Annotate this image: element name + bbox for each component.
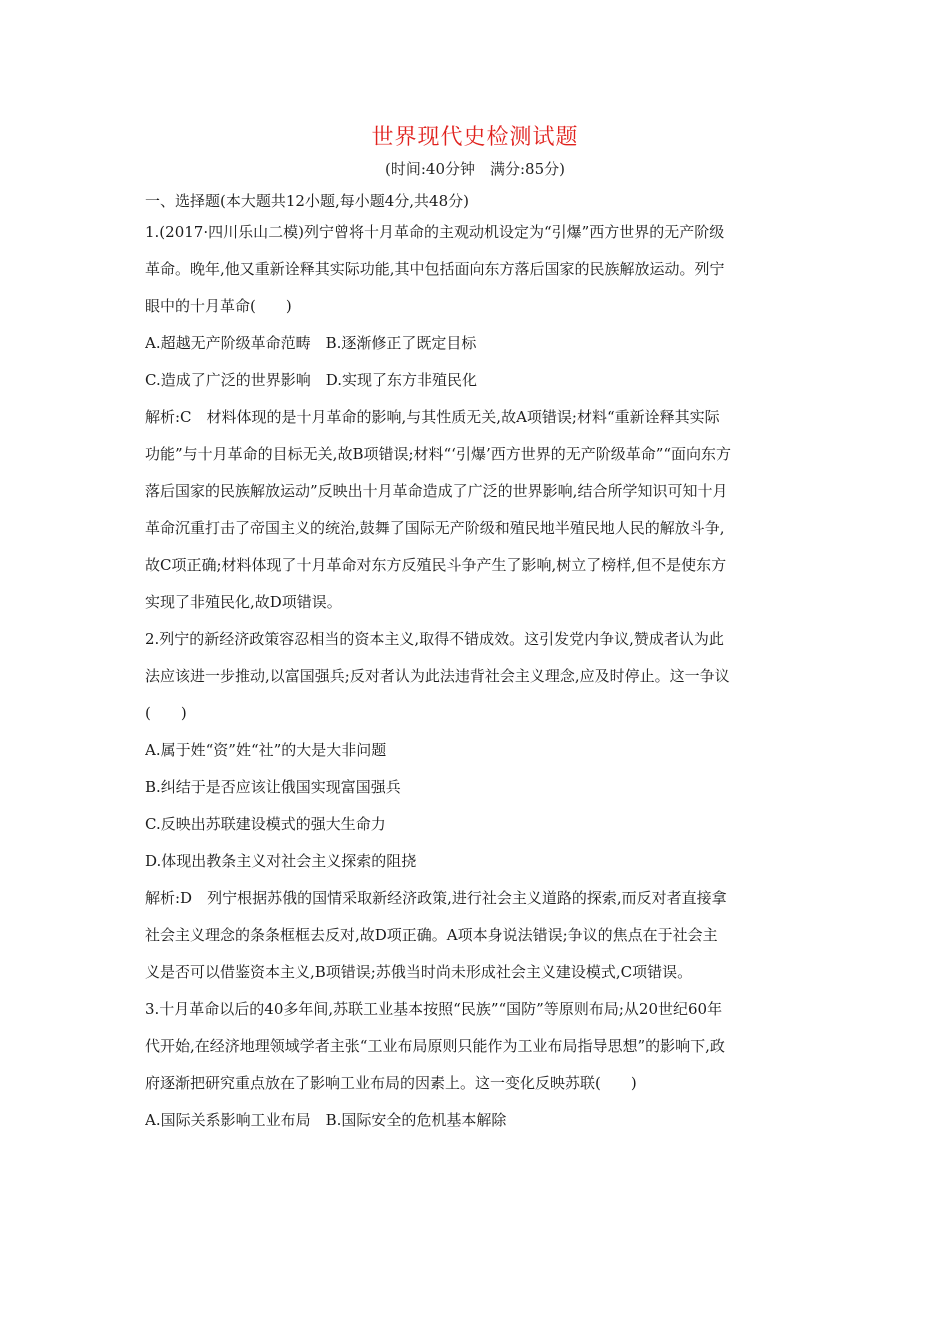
question-1-analysis-line: 解析:C 材料体现的是十月革命的影响,与其性质无关,故A项错误;材料“重新诠释其实际 <box>145 408 720 426</box>
question-1-options-cd: C.造成了广泛的世界影响 D.实现了东方非殖民化 <box>145 371 477 389</box>
question-2-option-a: A.属于姓“资”姓“社”的大是大非问题 <box>145 741 387 759</box>
question-1-analysis-line: 落后国家的民族解放运动”反映出十月革命造成了广泛的世界影响,结合所学知识可知十月 <box>145 482 728 500</box>
question-2-option-d: D.体现出教条主义对社会主义探索的阻挠 <box>145 852 417 870</box>
question-1-options-ab: A.超越无产阶级革命范畴 B.逐渐修正了既定目标 <box>145 334 477 352</box>
question-2-analysis-line: 解析:D 列宁根据苏俄的国情采取新经济政策,进行社会主义道路的探索,而反对者直接拿 <box>145 889 727 907</box>
question-1-stem-line: 眼中的十月革命( ) <box>145 297 292 315</box>
document-body <box>145 188 807 1139</box>
question-3-stem-line: 代开始,在经济地理领域学者主张“工业布局原则只能作为工业布局指导思想”的影响下,政 <box>145 1037 725 1055</box>
question-1 <box>145 214 807 621</box>
question-3-options-ab: A.国际关系影响工业布局 B.国际安全的危机基本解除 <box>145 1111 507 1129</box>
question-1-stem-line: 1.(2017·四川乐山二模)列宁曾将十月革命的主观动机设定为“引爆”西方世界的无产阶级 <box>145 223 725 241</box>
question-2-option-c: C.反映出苏联建设模式的强大生命力 <box>145 815 386 833</box>
question-2 <box>145 621 807 991</box>
exam-info: (时间:40分钟 满分:85分) <box>385 160 565 178</box>
question-2-analysis-line: 社会主义理念的条条框框去反对,故D项正确。A项本身说法错误;争议的焦点在于社会主 <box>145 926 718 944</box>
question-3-stem-line: 3.十月革命以后的40多年间,苏联工业基本按照“民族”“国防”等原则布局;从20世纪60年 <box>145 1000 723 1018</box>
question-3 <box>145 991 807 1139</box>
question-2-stem-line: 2.列宁的新经济政策容忍相当的资本主义,取得不错成效。这引发党内争议,赞成者认为此 <box>145 630 724 648</box>
question-3-stem-line: 府逐渐把研究重点放在了影响工业布局的因素上。这一变化反映苏联( ) <box>145 1074 637 1092</box>
question-2-stem-line: 法应该进一步推动,以富国强兵;反对者认为此法违背社会主义理念,应及时停止。这一争议 <box>145 667 730 685</box>
question-1-stem-line: 革命。晚年,他又重新诠释其实际功能,其中包括面向东方落后国家的民族解放运动。列宁 <box>145 260 725 278</box>
question-1-analysis-line: 实现了非殖民化,故D项错误。 <box>145 593 342 611</box>
question-1-analysis-line: 故C项正确;材料体现了十月革命对东方反殖民斗争产生了影响,树立了榜样,但不是使东方 <box>145 556 727 574</box>
section-heading: 一、选择题(本大题共12小题,每小题4分,共48分) <box>145 192 469 210</box>
question-1-analysis-line: 革命沉重打击了帝国主义的统治,鼓舞了国际无产阶级和殖民地半殖民地人民的解放斗争, <box>145 519 725 537</box>
question-1-analysis-line: 功能”与十月革命的目标无关,故B项错误;材料“‘引爆’西方世界的无产阶级革命”“面向东方 <box>145 445 732 463</box>
document-title: 世界现代史检测试题 <box>371 125 579 150</box>
question-2-analysis-line: 义是否可以借鉴资本主义,B项错误;苏俄当时尚未形成社会主义建设模式,C项错误。 <box>145 963 693 981</box>
question-2-stem-line: ( ) <box>145 704 187 722</box>
question-2-option-b: B.纠结于是否应该让俄国实现富国强兵 <box>145 778 401 796</box>
